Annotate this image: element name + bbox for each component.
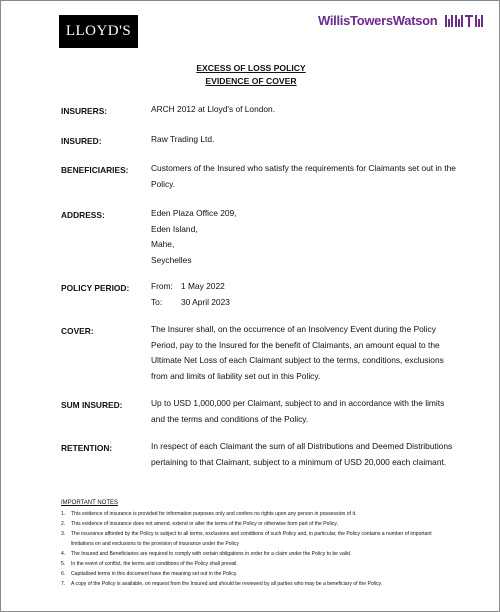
note-number: 3. [61, 531, 66, 537]
note-number: 2. [61, 521, 66, 527]
address-label: ADDRESS: [61, 210, 105, 220]
note-text: Capitalised terms in this document have the meaning set out in the Policy. [71, 571, 238, 577]
lloyds-logo-text: LLOYD'S [65, 23, 132, 39]
note-item [61, 559, 446, 569]
to-date: 30 April 2023 [181, 296, 230, 307]
note-text: This evidence of insurance is provided for information purposes only and confers no rights upon any person in possession of it. [71, 511, 357, 517]
address-line: Mahe, [151, 239, 175, 249]
note-number: 6. [61, 571, 66, 577]
note-text: A copy of the Policy is available, on request from the Insured and should be reviewed by all parties who may be a beneficiary of the Policy. [71, 581, 383, 587]
from-date: 1 May 2022 [181, 281, 225, 291]
insured-value: Raw Trading Ltd. [151, 134, 215, 144]
note-text: The insurance afforded by the Policy is subject to all terms, exclusions and conditions of such Policy and, in particular, the Policy contains a number of important limitations on and exclusions to the provision of insurance under the Policy [71, 531, 432, 547]
note-number: 4. [61, 551, 66, 557]
wtw-logo-text: WillisTowersWatson [318, 13, 438, 28]
note-text: In the event of conflict, the terms and conditions of the Policy shall prevail. [71, 561, 238, 567]
cover-label: COVER: [61, 326, 94, 336]
to-label: To: [151, 296, 163, 307]
note-item [61, 569, 446, 579]
cover-value: The Insurer shall, on the occurrence of an Insolvency Event during the Policy Period, pay to the Insured for the benefit of Claimants, an amount equal to the Ultimate Net Loss of each Claimant subject to the terms, conditions, exclusions from and limits of liability set out in this Policy. [151, 324, 444, 381]
document-subtitle: EVIDENCE OF COVER [205, 76, 297, 86]
note-number: 5. [61, 561, 66, 567]
note-number: 7. [61, 581, 66, 587]
address-line: Eden Plaza Office 209, [151, 208, 237, 218]
insurers-value: ARCH 2012 at Lloyd's of London. [151, 104, 276, 114]
note-text: This evidence of insurance does not amend, extend or alter the terms of the Policy or otherwise form part of the Policy. [71, 521, 338, 527]
important-notes-heading: IMPORTANT NOTES [61, 500, 119, 506]
sum-insured-value: Up to USD 1,000,000 per Claimant, subject to and in accordance with the limits and the terms and conditions of the Policy. [151, 398, 445, 424]
willis-towers-watson-logo [318, 13, 483, 28]
note-item [61, 549, 446, 559]
insurers-label: INSURERS: [61, 106, 108, 116]
wtw-mark-icon [445, 14, 483, 28]
sum-insured-label: SUM INSURED: [61, 400, 123, 410]
retention-value: In respect of each Claimant the sum of all Distributions and Deemed Distributions pertaining to that Claimant, subject to a minimum of USD 20,000 each claimant. [151, 441, 453, 467]
beneficiaries-value: Customers of the Insured who satisfy the requirements for Claimants set out in the Policy. [151, 163, 456, 189]
beneficiaries-label: BENEFICIARIES: [61, 165, 129, 175]
from-label: From: [151, 281, 173, 291]
note-text: The Insured and Beneficiaries are required to comply with certain obligations in order for a claim under the Policy to be valid. [71, 551, 352, 557]
lloyds-logo [59, 15, 138, 48]
note-item [61, 519, 446, 529]
retention-label: RETENTION: [61, 443, 113, 453]
address-line: Eden Island, [151, 223, 198, 234]
important-notes-list [61, 509, 446, 589]
address-line: Seychelles [151, 254, 192, 265]
note-item [61, 509, 446, 519]
note-number: 1. [61, 511, 66, 517]
address-value [151, 206, 456, 268]
policy-period-value [151, 279, 456, 310]
note-item [61, 579, 446, 589]
note-item [61, 529, 446, 549]
document-title: EXCESS OF LOSS POLICY [196, 63, 306, 73]
policy-period-label: POLICY PERIOD: [61, 283, 130, 293]
insured-label: INSURED: [61, 136, 102, 146]
